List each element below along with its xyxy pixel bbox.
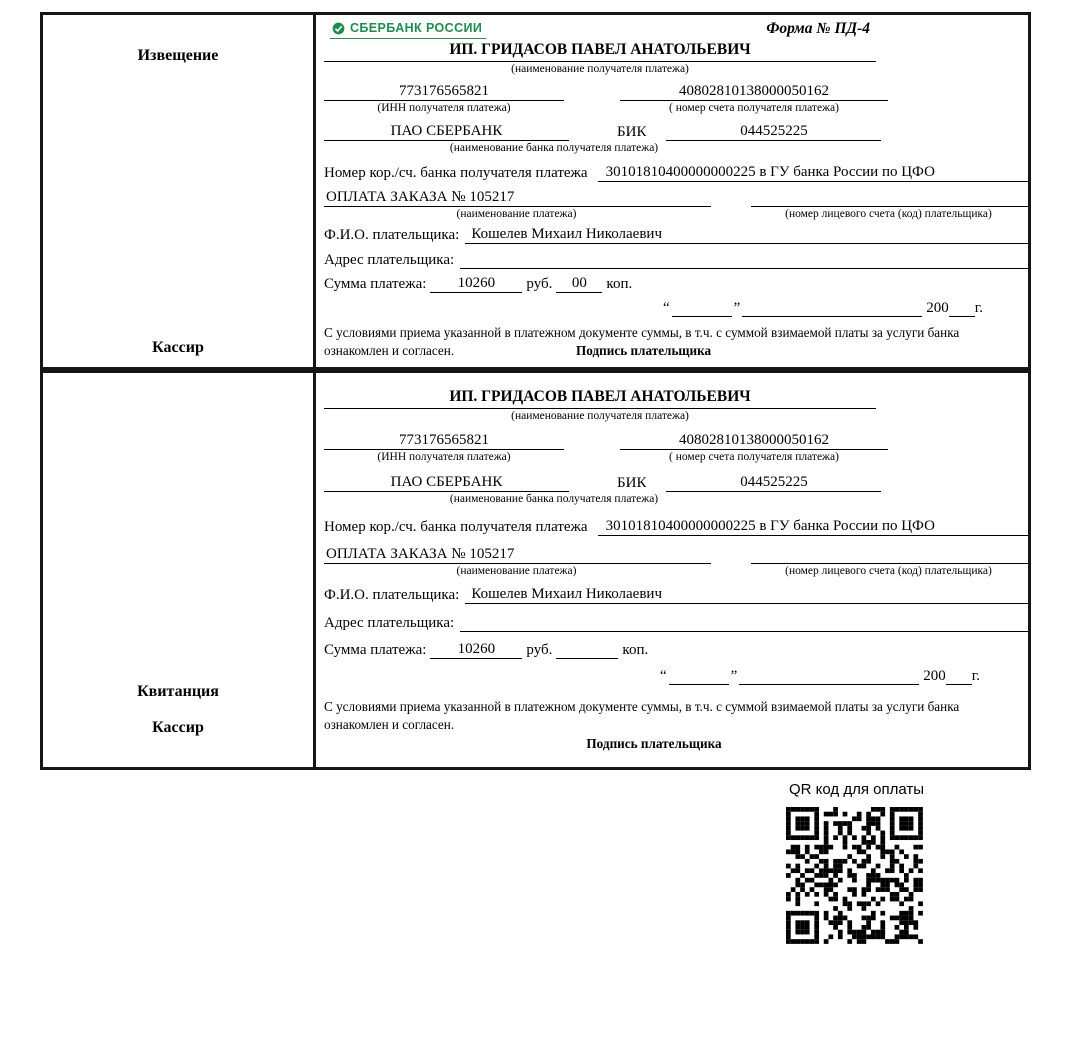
bank-caption: (наименование банка получателя платежа)	[449, 142, 659, 155]
quote-open: “	[659, 668, 667, 685]
year-suffix: г.	[974, 300, 983, 317]
year-line	[946, 666, 972, 685]
sberbank-logo	[330, 20, 486, 39]
payer-address-row	[324, 612, 1028, 632]
payer-code-line	[751, 187, 1028, 207]
inn-caption: (ИНН получателя платежа)	[377, 101, 511, 114]
bank-row	[324, 122, 1028, 141]
payer-address-value	[460, 249, 1028, 269]
inn-account-row	[324, 431, 1028, 450]
payer-code-line	[751, 544, 1028, 564]
terms-text: С условиями приема указанной в платежном документе суммы, в т.ч. с суммой взимаемой платы за услуги банка ознакомлен и согласен.	[324, 699, 960, 732]
inn-value: 773176565821	[324, 431, 564, 450]
quote-open: “	[662, 300, 670, 317]
payment-purpose: ОПЛАТА ЗАКАЗА № 105217	[324, 545, 711, 564]
terms-text: С условиями приема указанной в платежном документе суммы, в т.ч. с суммой взимаемой платы за услуги банка ознакомлен и согласен.	[324, 325, 960, 358]
amount-kopecks: 00	[556, 274, 602, 293]
terms-block	[324, 698, 984, 732]
sberbank-logo-icon	[332, 22, 345, 35]
inn-account-captions	[324, 101, 1028, 116]
payer-name-value: Кошелев Михаил Николаевич	[465, 225, 1028, 244]
account-value: 40802810138000050162	[620, 431, 888, 450]
notice-section	[40, 12, 1031, 370]
quote-close: ”	[733, 300, 741, 317]
amount-row	[324, 274, 1028, 293]
date-day-line	[672, 298, 732, 317]
cashier-label: Кассир	[152, 719, 204, 736]
inn-account-row	[324, 82, 1028, 101]
amount-kopecks	[556, 658, 618, 659]
year-prefix: 200	[926, 300, 949, 317]
bik-label: БИК	[617, 124, 647, 141]
payment-purpose-row	[324, 187, 1028, 207]
inn-caption: (ИНН получателя платежа)	[377, 450, 511, 463]
inn-value: 773176565821	[324, 82, 564, 101]
corr-account-row	[324, 163, 1028, 182]
year-line	[949, 298, 975, 317]
year-suffix: г.	[971, 668, 980, 685]
payer-address-row	[324, 249, 1028, 269]
account-value: 40802810138000050162	[620, 82, 888, 101]
payer-code-caption: (номер лицевого счета (код) плательщика)	[785, 565, 992, 578]
cashier-label: Кассир	[152, 339, 204, 356]
corr-account-label: Номер кор./сч. банка получателя платежа	[324, 519, 588, 536]
purpose-captions-row	[324, 564, 1028, 579]
purpose-caption: (наименование платежа)	[456, 208, 577, 221]
kopecks-label: коп.	[622, 642, 649, 659]
corr-account-label: Номер кор./сч. банка получателя платежа	[324, 165, 588, 182]
date-row	[324, 666, 1028, 685]
rubles-label: руб.	[526, 642, 553, 659]
date-month-line	[739, 666, 919, 685]
purpose-caption: (наименование платежа)	[456, 565, 577, 578]
receipt-form-body	[316, 373, 1028, 767]
form-header-row	[324, 20, 1028, 39]
payer-address-label: Адрес плательщика:	[324, 615, 455, 632]
amount-rubles: 10260	[430, 274, 522, 293]
payer-name-row	[324, 225, 1028, 244]
date-month-line	[742, 298, 922, 317]
bik-value: 044525225	[666, 122, 881, 141]
terms-block	[324, 324, 984, 358]
date-row	[324, 298, 1028, 317]
kopecks-label: коп.	[606, 276, 633, 293]
recipient-caption: (наименование получателя платежа)	[511, 62, 689, 75]
form-number: Форма № ПД-4	[766, 20, 870, 37]
notice-form-body	[316, 15, 1028, 367]
payment-purpose-row	[324, 544, 1028, 564]
amount-rubles: 10260	[430, 640, 522, 659]
payer-name-label: Ф.И.О. плательщика:	[324, 587, 460, 604]
corr-account-value: 30101810400000000225 в ГУ банка России по ЦФО	[598, 163, 1028, 182]
account-caption: ( номер счета получателя платежа)	[669, 101, 839, 114]
payer-signature-label: Подпись плательщика	[576, 342, 712, 358]
receipt-label: Квитанция	[137, 683, 219, 700]
recipient-caption: (наименование получателя платежа)	[511, 409, 689, 422]
account-caption: ( номер счета получателя платежа)	[669, 450, 839, 463]
bank-row	[324, 473, 1028, 492]
payment-purpose: ОПЛАТА ЗАКАЗА № 105217	[324, 188, 711, 207]
payer-address-value	[460, 612, 1028, 632]
bik-label: БИК	[617, 475, 647, 492]
payer-signature-label: Подпись плательщика	[586, 735, 722, 751]
recipient-name: ИП. ГРИДАСОВ ПАВЕЛ АНАТОЛЬЕВИЧ	[324, 41, 876, 62]
notice-label: Извещение	[137, 47, 219, 64]
receipt-section	[40, 370, 1031, 770]
payer-code-caption: (номер лицевого счета (код) плательщика)	[785, 208, 992, 221]
receipt-side-column	[43, 373, 316, 767]
qr-code	[786, 807, 923, 944]
payer-name-label: Ф.И.О. плательщика:	[324, 227, 460, 244]
bank-caption: (наименование банка получателя платежа)	[449, 493, 659, 506]
recipient-name: ИП. ГРИДАСОВ ПАВЕЛ АНАТОЛЬЕВИЧ	[324, 388, 876, 409]
payer-name-row	[324, 585, 1028, 604]
rubles-label: руб.	[526, 276, 553, 293]
payer-name-value: Кошелев Михаил Николаевич	[465, 585, 1028, 604]
payer-address-label: Адрес плательщика:	[324, 252, 455, 269]
amount-label: Сумма платежа:	[324, 642, 427, 659]
qr-caption: QR код для оплаты	[789, 781, 925, 798]
year-prefix: 200	[923, 668, 946, 685]
sberbank-logo-text: СБЕРБАНК РОССИИ	[350, 21, 483, 35]
bank-name: ПАО СБЕРБАНК	[324, 122, 569, 141]
purpose-captions-row	[324, 207, 1028, 222]
bik-value: 044525225	[666, 473, 881, 492]
bank-name: ПАО СБЕРБАНК	[324, 473, 569, 492]
corr-account-value: 30101810400000000225 в ГУ банка России по ЦФО	[598, 517, 1028, 536]
notice-side-column	[43, 15, 316, 367]
date-day-line	[669, 666, 729, 685]
corr-account-row	[324, 517, 1028, 536]
amount-row	[324, 640, 1028, 659]
quote-close: ”	[730, 668, 738, 685]
inn-account-captions	[324, 450, 1028, 465]
amount-label: Сумма платежа:	[324, 276, 427, 293]
